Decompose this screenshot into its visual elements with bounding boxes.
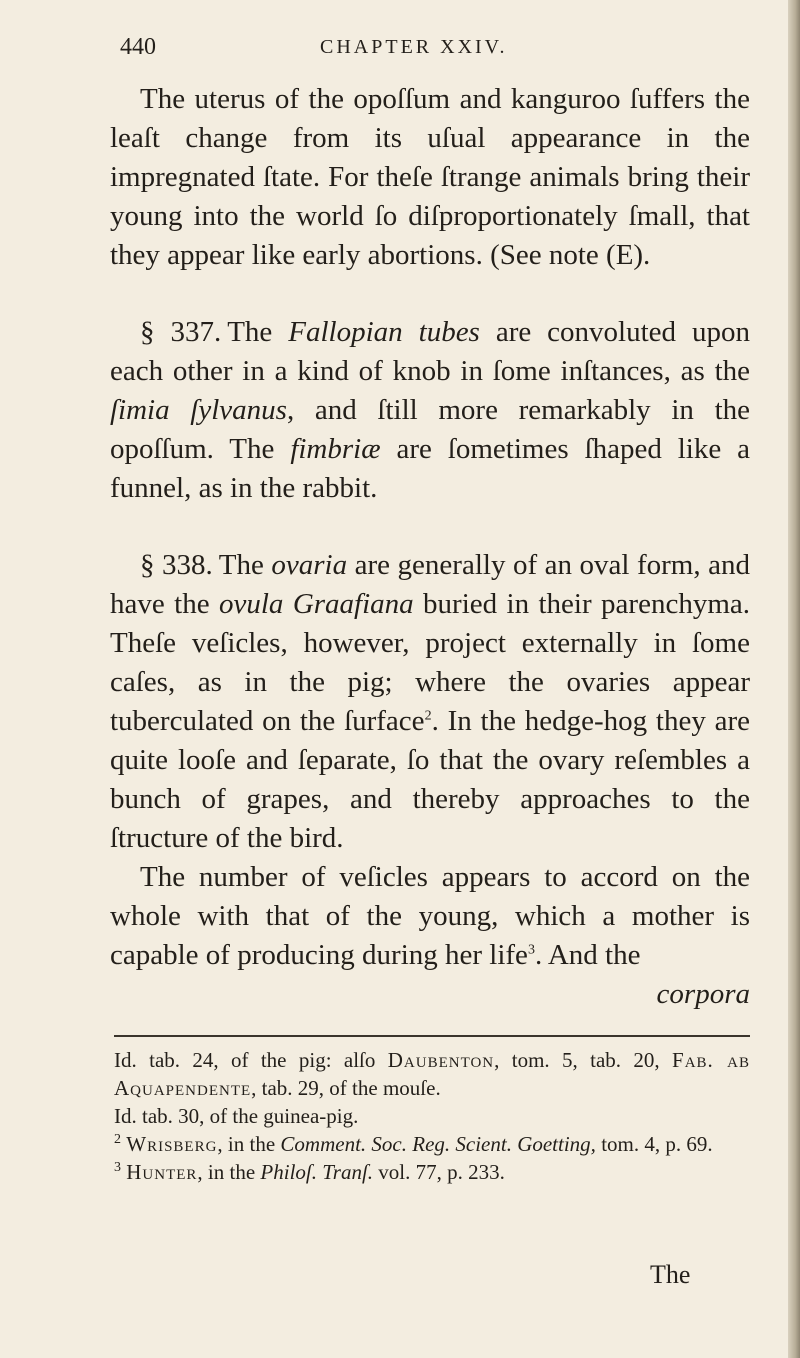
term-simia-sylvanus: ſimia ſylvanus <box>110 394 287 426</box>
catch-corpora: corpora <box>656 978 750 1010</box>
running-title: CHAPTER XXIV. <box>320 36 508 58</box>
footnote-1: Id. tab. 24, of the pig: alſo Daubenton, tom. 5, tab. 20, Fab. ab Aquapendente, tab. 29, of the mouſe. <box>114 1048 750 1100</box>
footnotes <box>114 1046 750 1186</box>
paragraph-uterus: The uterus of the opoſſum and kanguroo ſuffers the leaſt change from its uſual appearance in the impregnated ſtate. For theſe ſtrange animals bring their young into the world ſo diſproportionately ſmall, that they appear like early abortions. (See note (E). <box>110 83 750 271</box>
paragraph-vesicles: The number of veſicles appears to accord on the whole with that of the young, which a mother is capable of producing during her life$^3$. And the corpora <box>110 858 750 1014</box>
term-fimbriae: fimbriæ <box>290 433 381 465</box>
page-number: 440 <box>120 34 156 60</box>
note-ref: 2 <box>424 708 432 724</box>
catchword: The <box>650 1260 691 1289</box>
paragraph-337: § 337. The Fallopian tubes are convoluted upon each other in a kind of knob in ſome inſtances, as the ſimia ſylvanus, and ſtill more remarkably in the opoſſum. The fimbriæ are ſometimes ſhaped like a funnel, as in the rabbit. <box>110 316 751 504</box>
footnote-2: Id. tab. 30, of the guinea-pig. <box>114 1104 359 1128</box>
footnote-rule <box>114 1035 750 1037</box>
section-number: § 337. <box>140 316 222 348</box>
term-fallopian-tubes: Fallopian tubes <box>288 316 480 348</box>
paragraph-338: § 338. The ovaria are generally of an oval form, and have the ovula Graafiana buried in their parenchyma. Theſe veſicles, however, project externally in ſome caſes, as in the pig; where the ovaries appear tuberculated on the ſurface$^2$. In the hedge-hog they are quite looſe and ſeparate, ſo that the ovary reſembles a bunch of grapes, and thereby approaches to the ſtructure of the bird. <box>110 549 750 854</box>
term-ovula-graafiana: ovula Graafiana <box>218 588 414 620</box>
page-header <box>120 34 680 74</box>
footnote-4: $^3$ Hunter, in the Philoſ. Tranſ. vol. 77, p. 233. <box>114 1160 505 1184</box>
term-ovaria: ovaria <box>271 549 348 581</box>
body-text <box>110 80 750 1014</box>
page-edge <box>788 0 800 1358</box>
section-number: § 338. <box>140 549 213 581</box>
note-ref: 3 <box>527 942 535 958</box>
footnote-3: $^2$ Wrisberg, in the Comment. Soc. Reg. Scient. Goetting, tom. 4, p. 69. <box>114 1132 713 1156</box>
